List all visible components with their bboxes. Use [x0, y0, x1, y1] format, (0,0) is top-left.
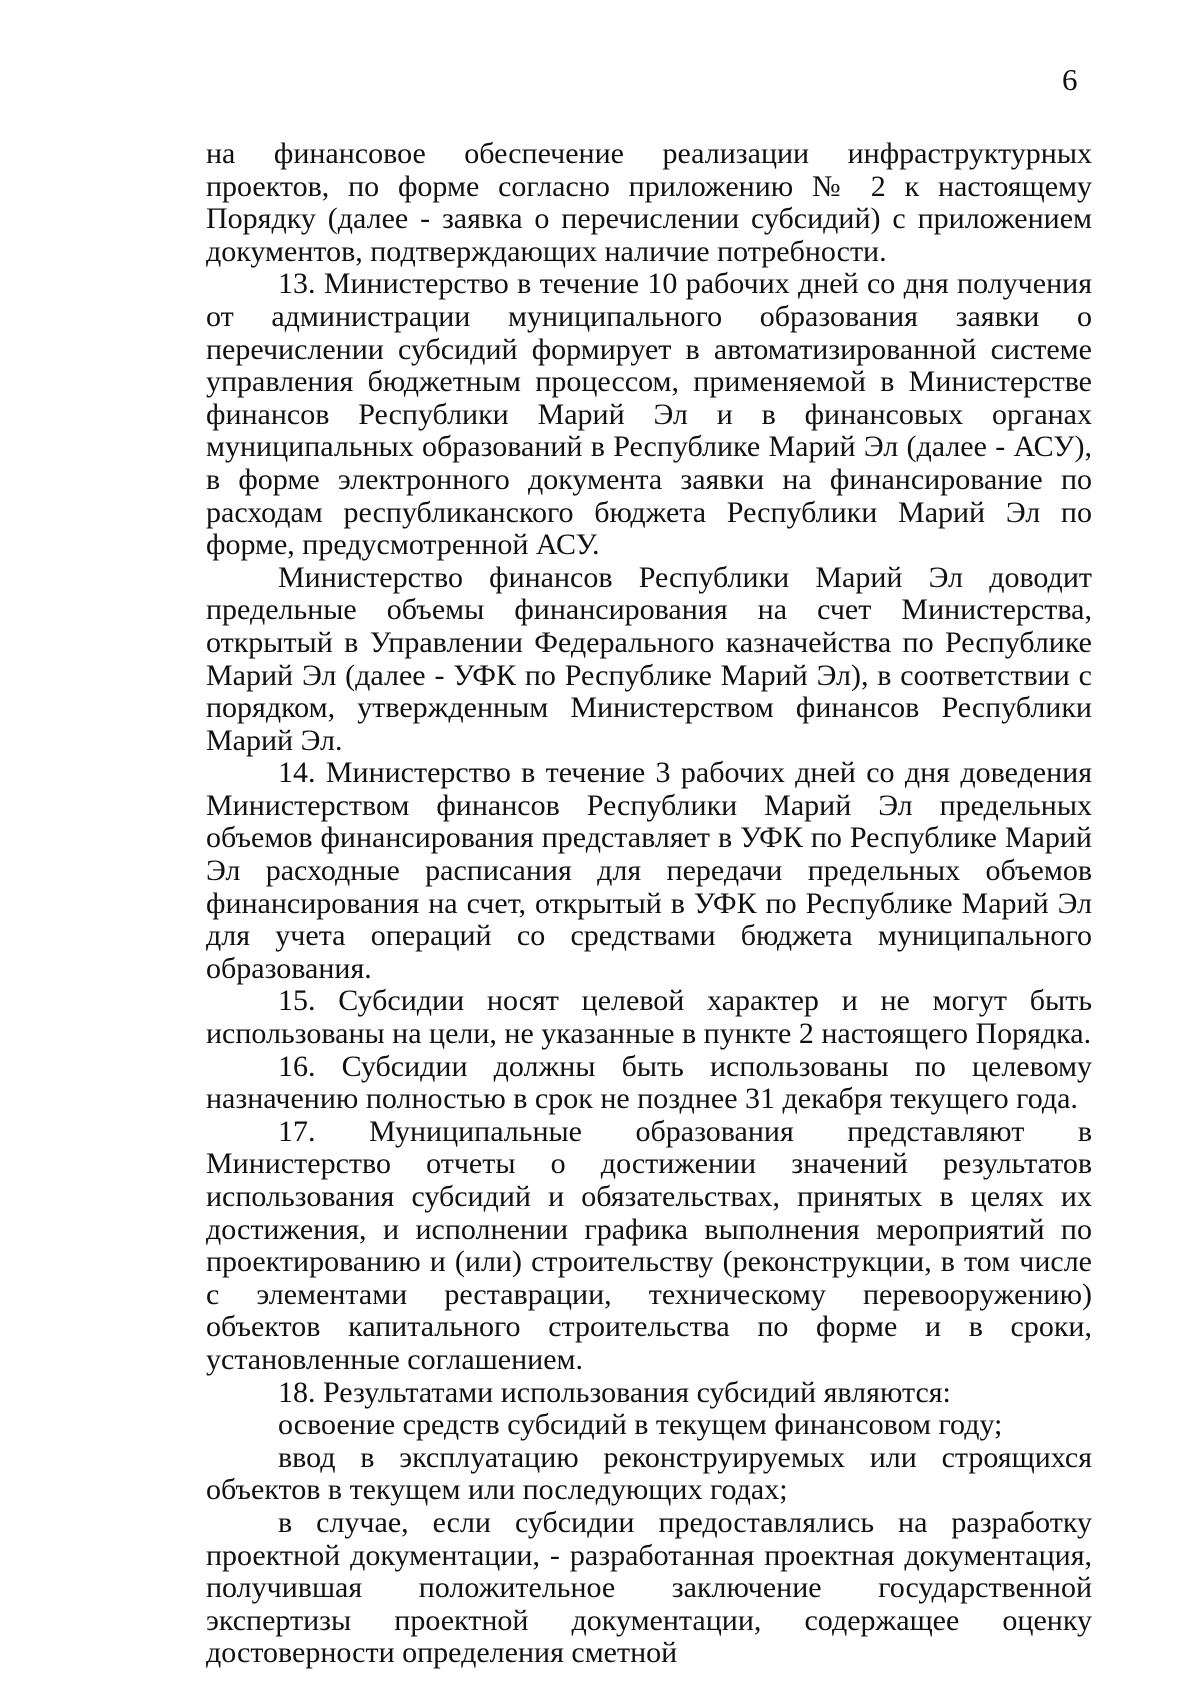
paragraph-continuation: на финансовое обеспечение реализации инфраструктурных проектов, по форме согласно приложению № 2 к настоящему Порядку (далее - заявка о перечислении субсидий) с приложением документов, подтверждающих наличие потребности.	[206, 137, 1092, 268]
paragraph-16: 16. Субсидии должны быть использованы по целевому назначению полностью в срок не позднее 31 декабря текущего года.	[206, 1049, 1092, 1116]
paragraph-18: 18. Результатами использования субсидий являются:	[278, 1375, 951, 1409]
result-item-commissioning: ввод в эксплуатацию реконструируемых или строящихся объектов в текущем или последующих годах;	[206, 1440, 1092, 1507]
document-body	[206, 138, 1092, 1670]
page-number: 6	[1062, 62, 1078, 97]
paragraph-15: 15. Субсидии носят целевой характер и не могут быть использованы на цели, не указанные в пункте 2 настоящего Порядка.	[206, 984, 1092, 1051]
result-item-development: освоение средств субсидий в текущем финансовом году;	[278, 1408, 1003, 1442]
paragraph-13-ministry-finance: Министерство финансов Республики Марий Эл доводит предельные объемы финансирования на счет Министерства, открытый в Управлении Федерального казначейства по Республике Марий Эл (далее - УФК по Республике Марий Эл), в соответствии с порядком, утвержденным Министерством финансов Республики Марий Эл.	[206, 560, 1092, 757]
result-item-design-documentation: в случае, если субсидии предоставлялись на разработку проектной документации, - разработанная проектная документация, получившая положительное заключение государственной экспертизы проектной документации, содержащее оценку достоверности определения сметной	[206, 1505, 1092, 1670]
paragraph-17: 17. Муниципальные образования представляют в Министерство отчеты о достижении значений результатов использования субсидий и обязательствах, принятых в целях их достижения, и исполнении графика выполнения мероприятий по проектированию и (или) строительству (реконструкции, в том числе с элементами реставрации, техническому перевооружению) объектов капитального строительства по форме и в сроки, установленные соглашением.	[206, 1114, 1092, 1376]
paragraph-13: 13. Министерство в течение 10 рабочих дней со дня получения от администрации муниципального образования заявки о перечислении субсидий формирует в автоматизированной системе управления бюджетным процессом, применяемой в Министерстве финансов Республики Марий Эл и в финансовых органах муниципальных образований в Республике Марий Эл (далее - АСУ), в форме электронного документа заявки на финансирование по расходам республиканского бюджета Республики Марий Эл по форме, предусмотренной АСУ.	[206, 267, 1092, 562]
paragraph-14: 14. Министерство в течение 3 рабочих дней со дня доведения Министерством финансов Республики Марий Эл предельных объемов финансирования представляет в УФК по Республике Марий Эл расходные расписания для передачи предельных объемов финансирования на счет, открытый в УФК по Республике Марий Эл для учета операций со средствами бюджета муниципального образования.	[206, 756, 1092, 985]
